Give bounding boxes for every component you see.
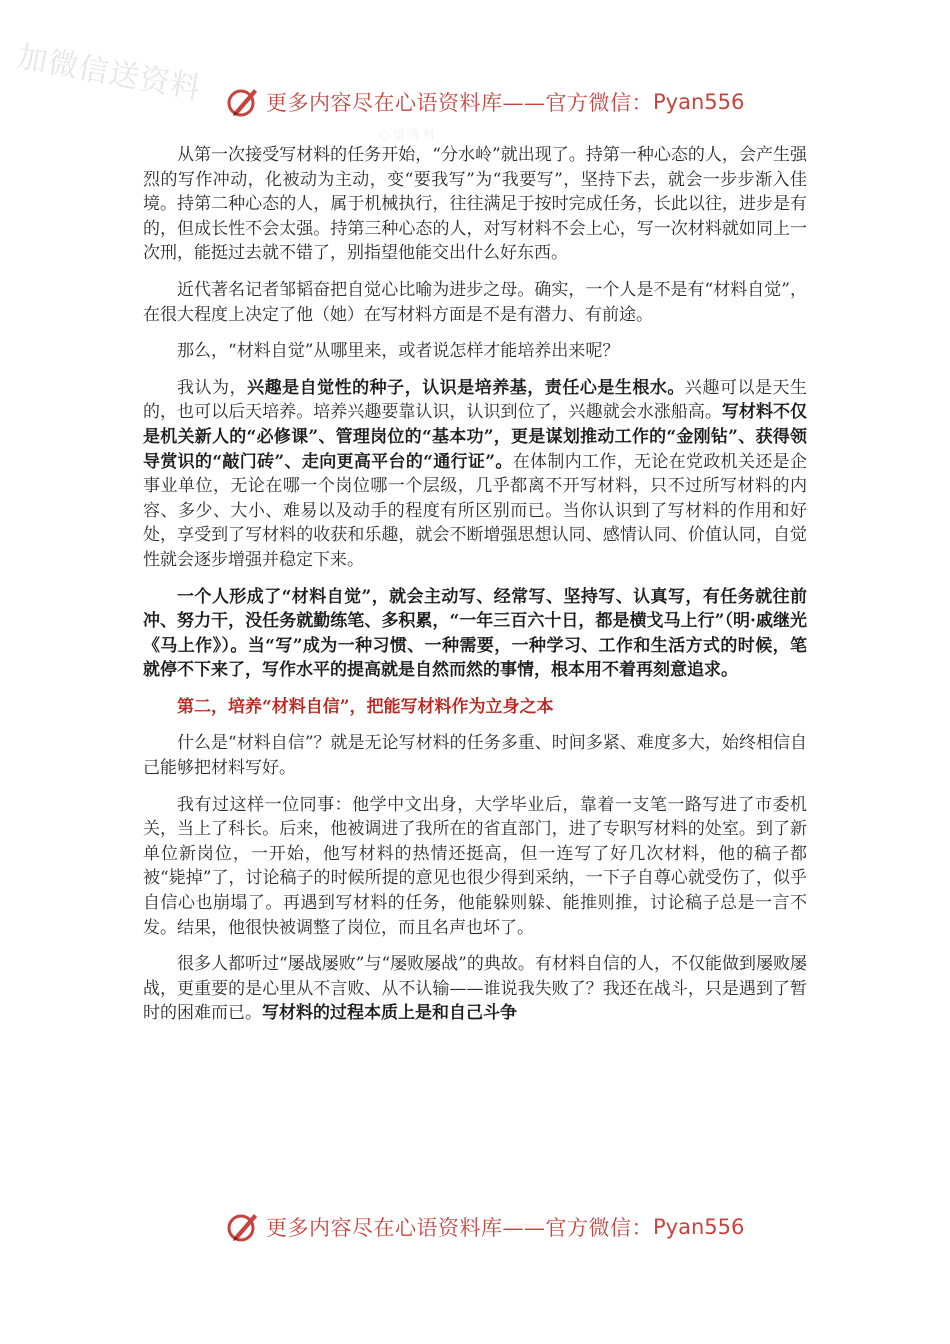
p4-intro: 我认为， bbox=[177, 377, 248, 398]
paragraph-8 bbox=[143, 952, 807, 1026]
section-heading-2: 第二，培养“材料自信”，把能写材料作为立身之本 bbox=[177, 696, 554, 717]
header-wechat-id: Pyan556 bbox=[653, 90, 745, 114]
p4-bold-metaphors: 写材料不仅是机关新人的“必修课”、管理岗位的“基本功”，更是谋划推动工作的“金刚钻”、获得领导赏识的“敲门砖”、走向更高平台的“通行证”。 bbox=[143, 402, 808, 472]
p8-bold-end: 写材料的过程本质上是和自己斗争 bbox=[262, 1003, 517, 1024]
paragraph-5: 一个人形成了“材料自觉”，就会主动写、经常写、坚持写、认真写，有任务就往前冲、努力干，没任务就勤练笔、多积累，“一年三百六十日，都是横戈马上行”（明·戚继光《马上作》）。当“写”成为一种习惯、一种需要，一种学习、工作和生活方式的时候，笔就停不下来了，写作水平的提高就是自然而然的事情，根本用不着再刻意追求。 bbox=[143, 586, 807, 681]
footer-banner bbox=[226, 1207, 744, 1247]
p4-text: 兴趣可以是天生的，也可以后天培养。培养兴趣要靠认识，认识到位了，兴趣就会水涨船高。 bbox=[143, 377, 808, 423]
article-body bbox=[143, 143, 807, 1038]
pen-logo-icon bbox=[226, 1210, 260, 1244]
header-banner-text: 更多内容尽在心语资料库——官方微信： bbox=[266, 91, 653, 115]
header-banner bbox=[226, 82, 744, 122]
pen-logo-icon bbox=[226, 85, 260, 119]
watermark-text: 加微信送资料 bbox=[14, 39, 204, 107]
p4-tail: 在体制内工作，无论在党政机关还是企事业单位，无论在哪一个岗位哪一个层级，几乎都离不开写材料，只不过所写材料的内容、多少、大小、难易以及动手的程度有所区别而已。当你认识到了写材料的作用和好处，享受到了写材料的收获和乐趣，就会不断增强思想认同、感情认同、价值认同，自觉性就会逐步增强并稳定下来。 bbox=[143, 451, 808, 570]
footer-banner-text: 更多内容尽在心语资料库——官方微信： bbox=[266, 1216, 653, 1240]
p8-text: 很多人都听过“屡战屡败”与“屡败屡战”的典故。有材料自信的人，不仅能做到屡败屡战，更重要的是心里从不言败、从不认输——谁说我失败了？我还在战斗，只是遇到了暂时的困难而已。 bbox=[143, 954, 807, 1024]
paragraph-2: 近代著名记者邹韬奋把自觉心比喻为进步之母。确实，一个人是不是有“材料自觉”，在很大程度上决定了他（她）在写材料方面是不是有潜力、有前途。 bbox=[143, 279, 807, 325]
footer-wechat-id: Pyan556 bbox=[653, 1215, 745, 1239]
paragraph-3: 那么，“材料自觉”从哪里来，或者说怎样才能培养出来呢？ bbox=[177, 341, 620, 362]
paragraph-4 bbox=[143, 376, 807, 573]
faint-mark: 心语资料 bbox=[378, 128, 439, 142]
paragraph-6: 什么是“材料自信”？就是无论写材料的任务多重、时间多紧、难度多大，始终相信自己能够把材料写好。 bbox=[143, 733, 807, 779]
p4-bold-thesis: 兴趣是自觉性的种子，认识是培养基，责任心是生根水。 bbox=[247, 377, 685, 398]
paragraph-1: 从第一次接受写材料的任务开始，“分水岭”就出现了。持第一种心态的人，会产生强烈的写作冲动，化被动为主动，变“要我写”为“我要写”，坚持下去，就会一步步渐入佳境。持第二种心态的人，属于机械执行，往往满足于按时完成任务，长此以往，进步是有的，但成长性不会太强。持第三种心态的人，对写材料不会上心，写一次材料就如同上一次刑，能挺过去就不错了，别指望他能交出什么好东西。 bbox=[143, 145, 807, 264]
paragraph-7: 我有过这样一位同事：他学中文出身，大学毕业后，靠着一支笔一路写进了市委机关，当上了科长。后来，他被调进了我所在的省直部门，进了专职写材料的处室。到了新单位新岗位，一开始，他写材料的热情还挺高，但一连写了好几次材料，他的稿子都被“毙掉”了，讨论稿子的时候所提的意见也很少得到采纳，一下子自尊心就受伤了，似乎自信心也崩塌了。再遇到写材料的任务，他能躲则躲、能推则推，讨论稿子总是一言不发。结果，他很快被调整了岗位，而且名声也坏了。 bbox=[143, 794, 807, 938]
